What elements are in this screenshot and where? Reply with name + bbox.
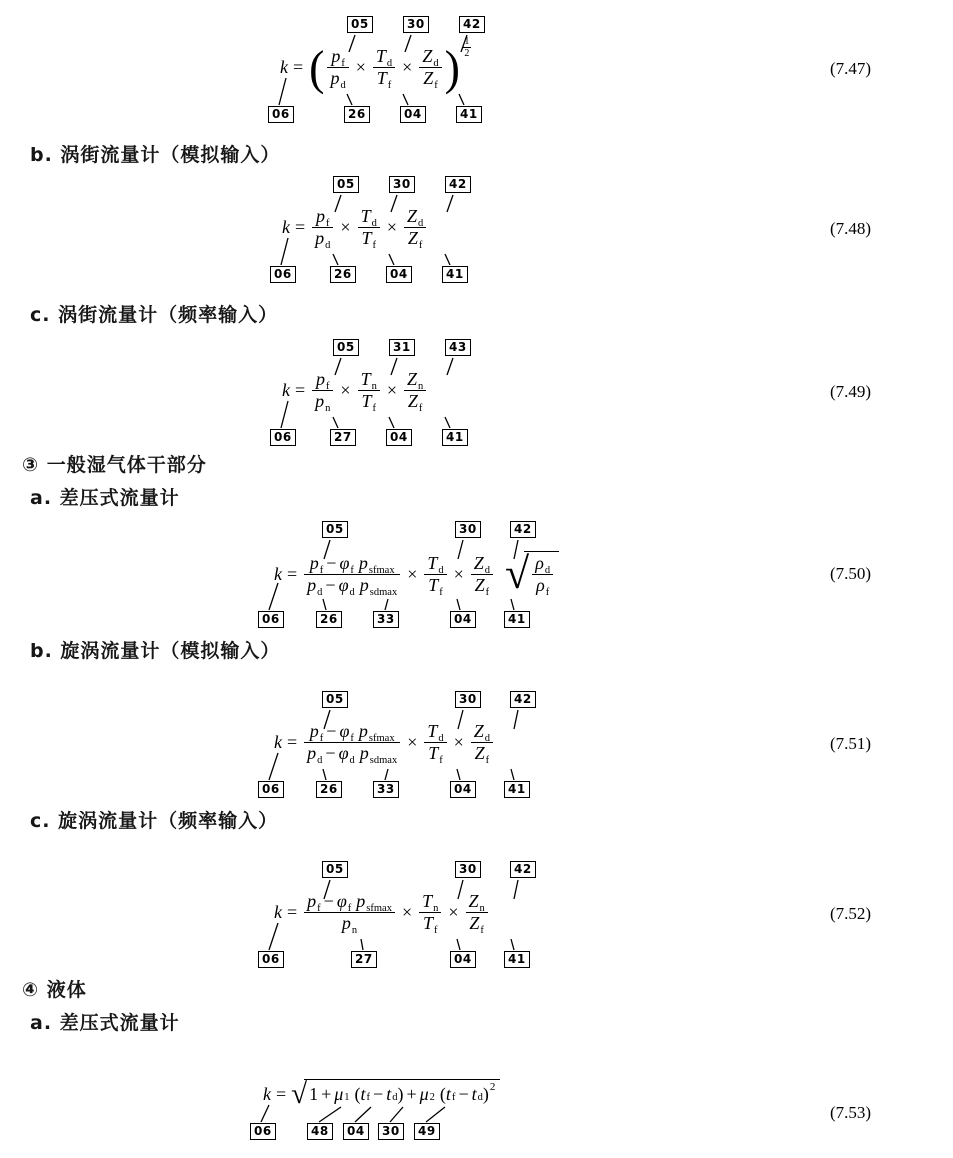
denominator <box>425 743 446 764</box>
sub-d: d <box>438 733 444 744</box>
numerator <box>466 891 488 912</box>
tag-box-42: 42 <box>510 691 536 708</box>
var-t: t <box>445 1084 451 1104</box>
var-T: T <box>375 46 386 66</box>
var-k: k <box>263 1083 271 1104</box>
denominator <box>304 575 400 596</box>
numerator <box>424 721 446 742</box>
numerator <box>313 369 333 390</box>
var-T: T <box>422 913 433 933</box>
tag-box-42: 42 <box>510 521 536 538</box>
var-p: p <box>309 552 319 573</box>
sub-d: d <box>317 586 323 598</box>
var-k: k <box>274 902 282 922</box>
var-T: T <box>361 228 372 248</box>
superscript-2: 2 <box>489 1081 496 1093</box>
sub-f: f <box>451 1092 456 1103</box>
times-sign: × <box>340 380 351 400</box>
times-sign: × <box>407 732 418 752</box>
sub-n: n <box>351 925 358 936</box>
equals-sign: = <box>287 563 298 584</box>
sub-f: f <box>545 587 550 598</box>
heading-swirl-analog: b. 旋涡流量计（模拟输入） <box>30 640 281 662</box>
sub-d: d <box>349 755 355 766</box>
formula-7-48 <box>282 206 428 249</box>
var-p: p <box>307 891 317 911</box>
exponent-one-half <box>463 37 471 58</box>
numerator <box>358 369 380 390</box>
equals-sign: = <box>293 57 304 77</box>
tag-box-49: 49 <box>414 1123 440 1140</box>
times-sign: × <box>453 563 464 584</box>
sub-sdmax: sdmax <box>369 586 398 598</box>
heading-section-4: ④ 液体 <box>22 979 87 1001</box>
denominator <box>312 228 333 249</box>
fraction-Tn-Tf <box>419 891 441 934</box>
equation-block-7-52 <box>230 855 950 980</box>
denominator <box>466 913 487 934</box>
equation-number-748: (7.48) <box>830 219 872 238</box>
denominator <box>425 575 446 596</box>
sub-f: f <box>418 403 423 414</box>
numerator <box>358 206 380 227</box>
tag-box-27: 27 <box>351 951 377 968</box>
var-T: T <box>360 206 371 226</box>
var-Z: Z <box>406 369 417 389</box>
var-p: p <box>359 743 369 763</box>
var-T: T <box>422 891 433 911</box>
var-phi: φ <box>338 743 349 763</box>
sub-f: f <box>317 903 321 914</box>
var-t: t <box>471 1084 477 1104</box>
var-p: p <box>307 574 317 595</box>
var-t: t <box>386 1084 392 1104</box>
tag-box-27: 27 <box>330 429 356 446</box>
sub-f: f <box>319 564 324 576</box>
denominator <box>420 913 441 934</box>
tag-box-05: 05 <box>322 691 348 708</box>
fraction-Zn-Zf <box>404 369 426 412</box>
square-root <box>505 551 559 597</box>
fraction-Td-Tf <box>373 46 395 89</box>
tag-box-04: 04 <box>386 266 412 283</box>
heading-dp-meter-4a: a. 差压式流量计 <box>30 1012 180 1034</box>
var-p: p <box>359 574 369 595</box>
sub-n: n <box>325 403 331 414</box>
minus-sign: − <box>458 1084 469 1104</box>
radical-sign: √ <box>505 549 530 598</box>
tag-box-06: 06 <box>270 429 296 446</box>
times-sign: × <box>401 902 413 922</box>
tag-box-05: 05 <box>333 339 359 356</box>
equals-sign: = <box>295 217 306 237</box>
sub-n: n <box>433 903 439 914</box>
fraction-pf-pn <box>312 369 333 412</box>
minus-sign: − <box>326 721 337 741</box>
fraction-Zn-Zf <box>466 891 488 934</box>
denominator <box>533 575 552 596</box>
var-T: T <box>360 369 371 389</box>
tag-box-42: 42 <box>459 16 485 33</box>
heading-swirl-freq: c. 旋涡流量计（频率输入） <box>30 810 279 832</box>
sub-f: f <box>350 733 354 744</box>
var-Z: Z <box>473 552 484 573</box>
sub-1: 1 <box>344 1092 350 1103</box>
tag-box-31: 31 <box>389 339 415 356</box>
heading-section-3: ③ 一般湿气体干部分 <box>22 454 207 476</box>
tag-box-04: 04 <box>450 611 476 628</box>
sub-f: f <box>326 381 330 392</box>
sub-sfmax: sfmax <box>368 564 395 576</box>
denominator <box>358 228 379 249</box>
fraction-Td-Tf <box>424 553 446 596</box>
times-sign: × <box>355 57 366 77</box>
denominator <box>358 391 379 412</box>
var-k: k <box>280 57 288 77</box>
tag-box-33: 33 <box>373 781 399 798</box>
var-p: p <box>315 228 325 248</box>
var-rho: ρ <box>536 575 545 595</box>
var-Z: Z <box>474 574 485 595</box>
denominator <box>374 68 395 89</box>
sub-d: d <box>544 565 551 576</box>
sub-n: n <box>479 903 485 914</box>
minus-sign: − <box>373 1084 384 1104</box>
tag-box-30: 30 <box>455 691 481 708</box>
var-T: T <box>376 68 387 88</box>
heading-vortex-analog: b. 涡街流量计（模拟输入） <box>30 144 281 166</box>
sub-f: f <box>418 240 423 251</box>
var-mu: μ <box>334 1084 344 1104</box>
var-rho: ρ <box>535 553 544 573</box>
tag-box-41: 41 <box>504 611 530 628</box>
minus-sign: − <box>326 552 337 573</box>
denominator <box>339 913 360 934</box>
tag-box-06: 06 <box>270 266 296 283</box>
tag-box-30: 30 <box>389 176 415 193</box>
denominator <box>420 68 441 89</box>
var-p: p <box>316 206 326 226</box>
fraction-Zd-Zf <box>404 206 426 249</box>
main-fraction <box>304 891 395 934</box>
var-p: p <box>309 721 319 741</box>
formula-7-50 <box>274 551 559 597</box>
times-sign: × <box>407 563 418 584</box>
var-Z: Z <box>473 721 484 741</box>
tag-box-26: 26 <box>330 266 356 283</box>
exp-num: 1 <box>464 36 470 47</box>
sub-d: d <box>317 755 323 766</box>
var-k: k <box>274 732 282 752</box>
equation-number-752: (7.52) <box>830 904 872 923</box>
sub-d: d <box>477 1092 483 1103</box>
var-phi: φ <box>336 891 347 911</box>
times-sign: × <box>386 380 397 400</box>
sub-n: n <box>371 381 377 392</box>
var-p: p <box>358 552 368 573</box>
tag-box-30: 30 <box>403 16 429 33</box>
numerator <box>328 46 348 67</box>
times-sign: × <box>340 217 351 237</box>
numerator <box>424 553 446 574</box>
var-Z: Z <box>469 913 480 933</box>
var-p: p <box>356 891 366 911</box>
formula-7-52 <box>274 891 490 934</box>
sub-f: f <box>434 80 438 91</box>
sub-f: f <box>347 903 352 914</box>
equation-number-751: (7.51) <box>830 734 872 753</box>
sub-d: d <box>433 58 439 69</box>
var-p: p <box>358 721 368 741</box>
equation-number-750: (7.50) <box>830 564 872 583</box>
fraction-Tn-Tf <box>358 369 380 412</box>
sub-f: f <box>480 925 484 936</box>
times-sign: × <box>453 732 464 752</box>
heading-dp-meter-3a: a. 差压式流量计 <box>30 487 180 509</box>
square-root <box>291 1079 500 1109</box>
var-t: t <box>360 1084 366 1104</box>
denominator <box>312 391 333 412</box>
equation-block-7-49 <box>230 333 950 458</box>
sub-f: f <box>434 925 438 936</box>
var-k: k <box>274 563 282 584</box>
minus-sign: − <box>325 743 336 763</box>
var-p: p <box>316 369 326 389</box>
tag-box-04: 04 <box>343 1123 369 1140</box>
numerator <box>532 553 553 574</box>
sub-f: f <box>485 755 490 766</box>
main-fraction <box>304 553 400 596</box>
var-Z: Z <box>423 68 434 88</box>
tag-box-04: 04 <box>400 106 426 123</box>
equation-block-7-47 <box>230 10 950 135</box>
equals-sign: = <box>295 380 306 400</box>
tag-box-33: 33 <box>373 611 399 628</box>
sub-sdmax: sdmax <box>369 755 398 766</box>
sub-f: f <box>485 586 490 598</box>
tag-box-06: 06 <box>268 106 294 123</box>
const-one: 1 <box>309 1084 319 1104</box>
fraction-Zd-Zf <box>419 46 441 89</box>
numerator <box>404 206 426 227</box>
var-phi: φ <box>338 574 349 595</box>
minus-sign: − <box>325 574 336 595</box>
sub-d: d <box>438 564 444 576</box>
formula-7-49 <box>282 369 428 412</box>
tag-box-26: 26 <box>344 106 370 123</box>
plus-sign: + <box>321 1084 332 1104</box>
formula-7-47: k = ( $\frac{p_f}{p_d}$ × $\frac{T_d}{T_f}$ × $\frac{Z_d}{Z_f}$ ) 1 2 <box>280 36 470 94</box>
var-p: p <box>331 46 341 66</box>
equation-number-747: (7.47) <box>830 59 872 78</box>
equation-number-753: (7.53) <box>830 1103 872 1122</box>
sub-d: d <box>484 733 491 744</box>
numerator <box>373 46 395 67</box>
formula-7-53 <box>263 1079 500 1109</box>
exp-den: 2 <box>464 48 470 59</box>
var-p: p <box>315 391 325 411</box>
right-paren: ) <box>482 1084 489 1104</box>
tag-box-05: 05 <box>322 861 348 878</box>
fraction-Zd-Zf <box>471 721 493 764</box>
tag-box-26: 26 <box>316 781 342 798</box>
tag-box-41: 41 <box>504 951 530 968</box>
formula-7-51 <box>274 721 495 764</box>
numerator <box>307 553 398 574</box>
numerator <box>419 891 441 912</box>
numerator <box>307 721 398 742</box>
numerator <box>471 553 493 574</box>
times-sign: × <box>402 57 413 77</box>
var-Z: Z <box>474 743 485 763</box>
sub-f: f <box>350 564 354 576</box>
sub-d: d <box>371 218 377 229</box>
sub-f: f <box>439 755 443 766</box>
denominator <box>405 228 426 249</box>
tag-box-41: 41 <box>442 266 468 283</box>
tag-box-42: 42 <box>510 861 536 878</box>
denominator <box>472 575 493 596</box>
right-paren: ) <box>397 1084 404 1104</box>
sub-d: d <box>349 586 355 598</box>
denominator <box>327 68 348 89</box>
sub-2: 2 <box>429 1092 435 1103</box>
numerator <box>404 369 426 390</box>
tag-box-05: 05 <box>322 521 348 538</box>
var-mu: μ <box>419 1084 429 1104</box>
equation-block-7-50 <box>230 515 950 640</box>
tag-box-30: 30 <box>455 861 481 878</box>
var-p: p <box>341 913 351 933</box>
main-fraction <box>304 721 400 764</box>
equals-sign: = <box>287 732 298 752</box>
sub-d: d <box>325 240 331 251</box>
var-Z: Z <box>407 228 418 248</box>
sub-d: d <box>340 80 346 91</box>
tag-box-06: 06 <box>258 781 284 798</box>
fraction-rhod-rhof <box>532 553 553 596</box>
fraction-Zd-Zf <box>471 553 493 596</box>
var-T: T <box>427 552 438 573</box>
times-sign: × <box>448 902 459 922</box>
sub-f: f <box>319 733 324 744</box>
tag-box-05: 05 <box>333 176 359 193</box>
numerator <box>313 206 333 227</box>
var-phi: φ <box>339 552 350 573</box>
radicand <box>524 551 559 596</box>
left-paren: ( <box>354 1084 361 1104</box>
sub-n: n <box>418 381 424 392</box>
fraction-Td-Tf <box>358 206 380 249</box>
var-T: T <box>428 743 439 763</box>
numerator <box>419 46 441 67</box>
sub-sfmax: sfmax <box>368 733 395 744</box>
plus-sign: + <box>406 1084 417 1104</box>
left-paren: ( <box>439 1084 446 1104</box>
var-T: T <box>361 391 372 411</box>
sub-f: f <box>341 58 345 69</box>
var-Z: Z <box>407 391 418 411</box>
equation-block-7-51 <box>230 685 950 810</box>
times-sign: × <box>386 217 397 237</box>
fraction-pf-pd <box>312 206 333 249</box>
heading-vortex-freq: c. 涡街流量计（频率输入） <box>30 304 279 326</box>
sub-f: f <box>439 586 443 598</box>
radical-sign: √ <box>291 1078 308 1110</box>
sub-f: f <box>387 80 392 91</box>
tag-box-43: 43 <box>445 339 471 356</box>
sub-f: f <box>372 240 376 251</box>
equals-sign: = <box>287 902 298 922</box>
tag-box-41: 41 <box>442 429 468 446</box>
tag-box-30: 30 <box>378 1123 404 1140</box>
radicand <box>304 1079 500 1106</box>
tag-box-26: 26 <box>316 611 342 628</box>
var-p: p <box>307 743 317 763</box>
var-phi: φ <box>339 721 350 741</box>
var-Z: Z <box>406 206 417 226</box>
fraction-pf-pd <box>327 46 348 89</box>
sub-d: d <box>418 218 424 229</box>
var-k: k <box>282 380 290 400</box>
denominator <box>405 391 426 412</box>
sub-f: f <box>372 403 376 414</box>
var-Z: Z <box>468 891 479 911</box>
denominator <box>304 743 400 764</box>
var-p: p <box>330 68 340 88</box>
numerator <box>471 721 493 742</box>
sub-sfmax: sfmax <box>366 903 392 914</box>
sub-d: d <box>386 58 393 69</box>
tag-box-06: 06 <box>250 1123 276 1140</box>
tag-box-04: 04 <box>450 781 476 798</box>
sub-f: f <box>366 1092 371 1103</box>
var-Z: Z <box>422 46 433 66</box>
tag-box-04: 04 <box>450 951 476 968</box>
equation-block-7-48 <box>230 170 950 295</box>
tag-box-30: 30 <box>455 521 481 538</box>
tag-box-06: 06 <box>258 951 284 968</box>
tag-box-48: 48 <box>307 1123 333 1140</box>
var-T: T <box>427 721 438 741</box>
sub-d: d <box>484 564 491 576</box>
sub-d: d <box>392 1092 398 1103</box>
equation-block-7-53 <box>215 1075 950 1155</box>
sub-f: f <box>326 218 330 229</box>
tag-box-41: 41 <box>456 106 482 123</box>
minus-sign: − <box>323 891 334 911</box>
equals-sign: = <box>276 1083 287 1104</box>
var-k: k <box>282 217 290 237</box>
tag-box-05: 05 <box>347 16 373 33</box>
equation-number-749: (7.49) <box>830 382 872 401</box>
tag-box-04: 04 <box>386 429 412 446</box>
denominator <box>472 743 493 764</box>
tag-box-41: 41 <box>504 781 530 798</box>
tag-box-06: 06 <box>258 611 284 628</box>
var-T: T <box>428 574 439 595</box>
numerator <box>304 891 395 912</box>
fraction-Td-Tf <box>424 721 446 764</box>
tag-box-42: 42 <box>445 176 471 193</box>
